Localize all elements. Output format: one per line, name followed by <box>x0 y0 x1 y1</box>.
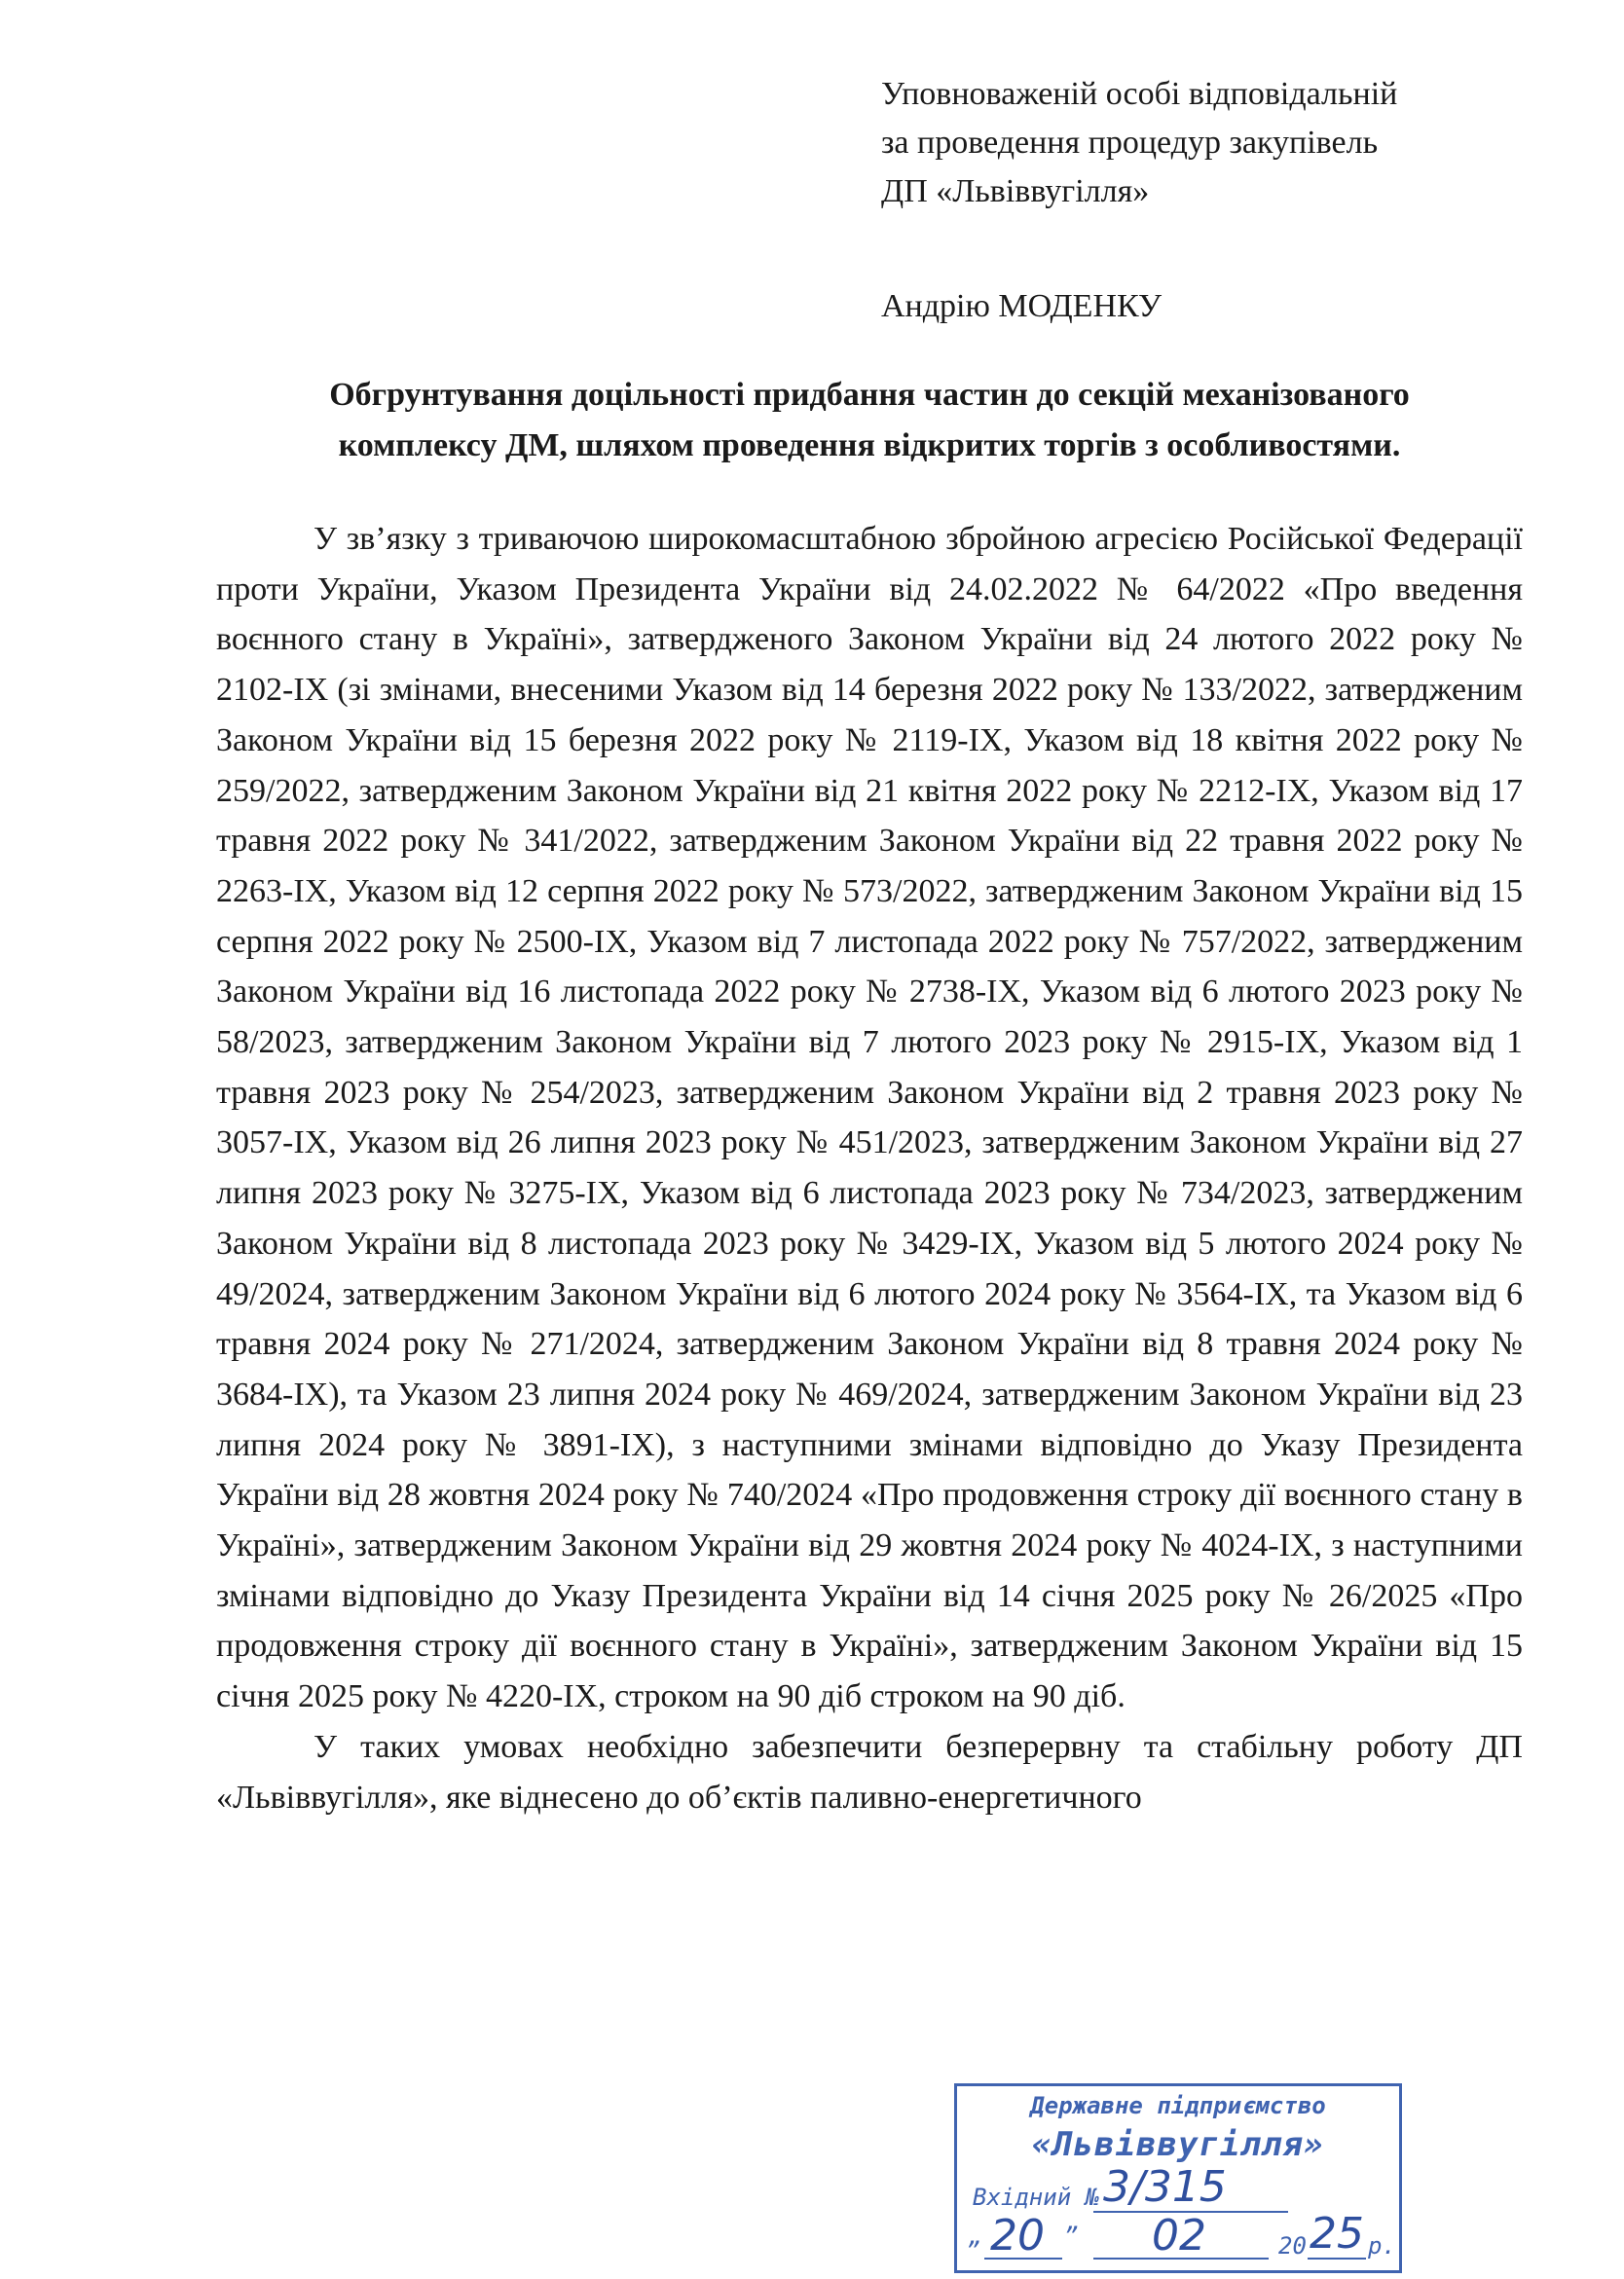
stamp-year: 25 <box>1310 2209 1364 2259</box>
addressee-line-1: Уповноваженій особі відповідальній <box>881 76 1398 112</box>
title-line-2: комплексу ДМ, шляхом проведення відкритих торгів з особливостями. <box>338 427 1401 463</box>
stamp-quote-open: „ <box>969 2223 983 2250</box>
stamp-quote-close: ” <box>1064 2223 1079 2250</box>
stamp-day: 20 <box>990 2211 1045 2261</box>
addressee-name: Андрію МОДЕНКУ <box>881 288 1163 324</box>
addressee-line-2: за проведення процедур закупівель <box>881 125 1379 161</box>
stamp-year-prefix: 20 <box>1278 2232 1307 2260</box>
body-paragraph-1: У зв’язку з триваючою широкомасштабною збройною агресією Російської Федерації проти України, Указом Президента України від 24.02.2022 № 64/2022 «Про введення воєнного стану в Україні», затвердженого Законом України від 24 лютого 2022 року № 2102-IX (зі змінами, внесеними Указом від 14 березня 2022 року № 133/2022, затвердженим Законом України від 15 березня 2022 року № 2119-IX, Указом від 18 квітня 2022 року № 259/2022, затвердженим Законом України від 21 квітня 2022 року № 2212-IX, Указом від 17 травня 2022 року № 341/2022, затвердженим Законом України від 22 травня 2022 року № 2263-IX, Указом від 12 серпня 2022 року № 573/2022, затвердженим Законом України від 15 серпня 2022 року № 2500-IX, Указом від 7 листопада 2022 року № 757/2022, затвердженим Законом України від 16 листопада 2022 року № 2738-IX, Указом від 6 лютого 2023 року № 58/2023, затвердженим Законом України від 7 лютого 2023 року № 2915-IX, Указом від 1 травня 2023 року № 254/2023, затвердженим Законом України від 2 травня 2023 року № 3057-IX, Указом від 26 липня 2023 року № 451/2023, затвердженим Законом України від 27 липня 2023 року № 3275-IX, Указом від 6 листопада 2023 року № 734/2023, затвердженим Законом України від 8 листопада 2023 року № 3429-IX, Указом від 5 лютого 2024 року № 49/2024, затвердженим Законом України від 6 лютого 2024 року № 3564-IX, та Указом від 6 травня 2024 року № 271/2024, затвердженим Законом України від 8 травня 2024 року № 3684-IX), та Указом 23 липня 2024 року № 469/2024, затвердженим Законом України від 23 липня 2024 року № 3891-IX), з наступними змінами відповідно до Указу Президента України від 28 жовтня 2024 року № 740/2024 «Про продовження строку дії воєнного стану в Україні», затвердженим Законом України від 29 жовтня 2024 року № 4024-IX, з наступними змінами відповідно до Указу Президента України від 14 січня 2025 року № 26/2025 «Про продовження строку дії воєнного стану в Україні», затвердженим Законом України від 15 січня 2025 року № 4220-IX, строком на 90 діб строком на 90 діб. <box>216 521 1523 1715</box>
document-body <box>216 514 1523 1822</box>
title-line-1: Обгрунтування доцільності придбання частин до секцій механізованого <box>329 377 1410 413</box>
stamp-month: 02 <box>1152 2211 1206 2261</box>
stamp-org-name: «Львіввугілля» <box>1031 2125 1325 2164</box>
document-title <box>216 370 1523 471</box>
stamp-org-label: Державне підприємство <box>1030 2092 1326 2119</box>
stamp-incoming-label: Вхідний № <box>973 2184 1100 2211</box>
stamp-incoming-number: 3/315 <box>1103 2162 1227 2212</box>
addressee-line-3: ДП «Львіввугілля» <box>881 173 1150 209</box>
addressee-block <box>881 70 1582 331</box>
stamp-year-suffix: р. <box>1368 2232 1396 2260</box>
body-paragraph-2: У таких умовах необхідно забезпечити безперервну та стабільну роботу ДП «Львіввугілля», яке віднесено до об’єктів паливно-енергетичного <box>216 1728 1523 1816</box>
registration-stamp <box>954 2083 1402 2273</box>
